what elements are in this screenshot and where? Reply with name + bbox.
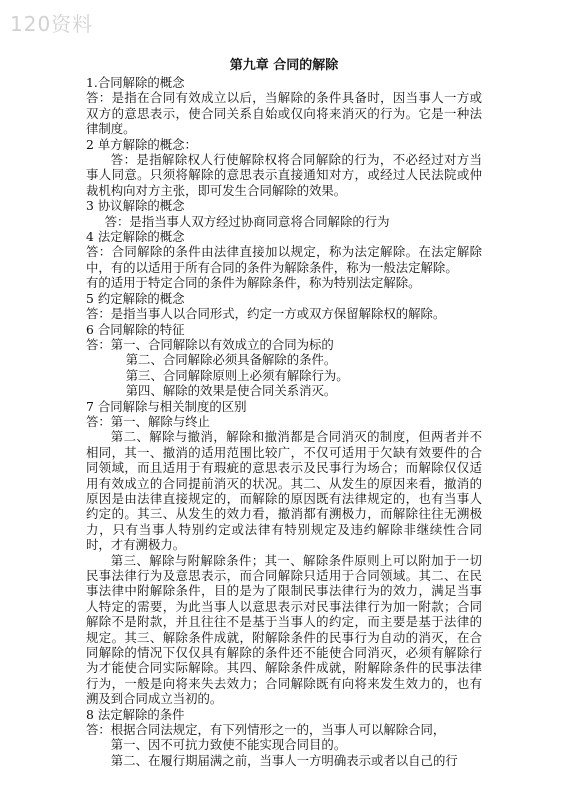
- section-heading: 3 协议解除的概念: [86, 198, 185, 214]
- section-heading: 2 单方解除的概念：: [86, 136, 197, 152]
- section-heading: 1.合同解除的概念: [86, 75, 185, 90]
- feature-list: [86, 352, 482, 398]
- paragraph: 答：根据合同法规定，有下列情形之一的，当事人可以解除合同，: [86, 722, 446, 738]
- section-heading: 8 法定解除的条件: [86, 706, 185, 722]
- paragraph: 第三、解除与附解除条件；其一、解除条件原则上可以附加于一切民事法律行为及意思表示，而合同解除只适用于合同领域。其二、在民事法律中附解除条件，目的是为了限制民事法律行为的效力，满足当事人特定的需要，为此当事人以意思表示对民事法律行为加一附款；合同解除不是附款，并且往往不是基于当事人的约定，而主要是基于法律的规定。其三、解除条件成就，附解除条件的民事行为自动的消灭，在合同解除的情况下仅仅具有解除的条件还不能使合同消灭，必须有解除行为才能使合同实际解除。其四、解除条件成就，附解除条件的民事法律行为，一般是向将来失去效力；合同解除既有向将来发生效力的，也有溯及到合同成立当初的。: [86, 552, 482, 707]
- document-body: [86, 75, 482, 768]
- section-heading: 5 约定解除的概念: [86, 290, 185, 306]
- paragraph: 答：是指当事人双方经过协商同意将合同解除的行为: [104, 213, 390, 229]
- watermark-logo: 120资料: [10, 12, 94, 36]
- document-page: [86, 58, 482, 768]
- list-item: 第三、合同解除原则上必须有解除行为。: [125, 367, 349, 383]
- paragraph: 第二、解除与撤消，解除和撤消都是合同消灭的制度，但两者并不相同，其一、撤消的适用范围比较广，不仅可适用于欠缺有效要件的合同领域，而且适用于有瑕疵的意思表示及民事行为场合；而解除仅仅适用有效成立的合同提前消灭的状况。其二、从发生的原因来看，撤消的原因是由法律直接规定的，而解除的原因既有法律规定的，也有当事人约定的。其三、从发生的效力看，撤消都有溯极力，而解除往往无溯极力，只有当事人特别约定或法律有特别规定及违约解除非继续性合同时，才有溯极力。: [86, 429, 482, 553]
- section-heading: 7 合同解除与相关制度的区别: [86, 398, 247, 414]
- paragraph: 答：是指在合同有效成立以后，当解除的条件具备时，因当事人一方或双方的意思表示，使合同关系自始或仅向将来消灭的行为。它是一种法律制度。: [86, 90, 482, 137]
- paragraph: 第二、在履行期届满之前，当事人一方明确表示或者以自己的行: [110, 752, 458, 768]
- paragraph: 答：第一、合同解除以有效成立的合同为标的: [86, 336, 334, 352]
- paragraph: 有的适用于特定合同的条件为解除条件，称为特别法定解除。: [86, 275, 421, 291]
- section-heading: 4 法定解除的概念: [86, 229, 185, 245]
- paragraph: 答：是指解除权人行使解除权将合同解除的行为，不必经过对方当事人同意。只须将解除的意思表示直接通知对方，或经过人民法院或仲裁机构向对方主张，即可发生合同解除的效果。: [86, 152, 482, 198]
- section-heading: 6 合同解除的特征: [86, 321, 185, 337]
- list-item: 第二、合同解除必须具备解除的条件。: [125, 352, 337, 368]
- chapter-title: 第九章 合同的解除: [229, 58, 339, 73]
- paragraph: 答：合同解除的条件由法律直接加以规定，称为法定解除。在法定解除中，有的以适用于所有合同的条件为解除条件，称为一般法定解除。: [86, 244, 482, 275]
- paragraph: 答：是指当事人以合同形式，约定一方或双方保留解除权的解除。: [86, 306, 446, 322]
- list-item: 第四、解除的效果是使合同关系消灭。: [125, 383, 337, 399]
- paragraph: 第一、因不可抗力致使不能实现合同目的。: [110, 737, 347, 753]
- paragraph: 答：第一、解除与终止: [86, 413, 210, 429]
